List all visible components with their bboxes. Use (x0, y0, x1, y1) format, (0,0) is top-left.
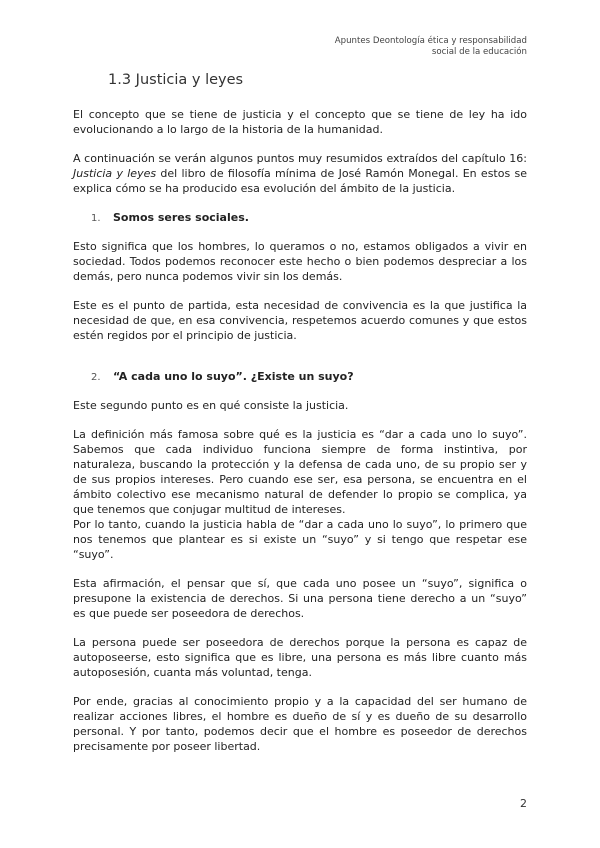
section-heading-text-1: Somos seres sociales. (113, 211, 249, 224)
intro-paragraph-2 (73, 151, 527, 196)
header-line-2: social de la educación (431, 47, 527, 57)
section-heading-1 (73, 210, 527, 226)
header-line-1: Apuntes Deontología ética y responsabilidad (334, 36, 527, 46)
section-spacer (73, 357, 527, 369)
page-header (227, 36, 527, 58)
section-heading-text-2: “A cada uno lo suyo”. ¿Existe un suyo? (113, 370, 354, 383)
section-1-paragraph-1: Esto significa que los hombres, lo queramos o no, estamos obligados a vivir en sociedad. Todos podemos reconocer este hecho o bien podemos despreciar a los demás, pero nunca podemos vivir sin los demás. (73, 240, 527, 283)
intro-text-before: A continuación se verán algunos puntos muy resumidos extraídos del capítulo 16: (73, 152, 527, 165)
section-2-paragraph-1: Este segundo punto es en qué consiste la justicia. (73, 399, 349, 412)
intro-text-after: del libro de filosofía mínima de José Ramón Monegal. En estos se explica cómo se ha producido esa evolución del ámbito de la justicia. (73, 167, 527, 195)
section-heading-2 (73, 369, 527, 385)
page-number: 2 (520, 797, 527, 810)
section-2-paragraph-2: La definición más famosa sobre qué es la justicia es “dar a cada uno lo suyo”. Sabemos que cada individuo funciona siempre de forma instintiva, por naturaleza, buscando la protección y la defensa de cada uno, de su propio ser y de sus propios intereses. Pero cuando ese ser, esa persona, se encuentra en el ámbito colectivo ese mecanismo natural de defender lo propio se complica, ya que tenemos que conjugar multitud de intereses. (73, 428, 527, 516)
section-title: 1.3 Justicia y leyes (108, 72, 244, 88)
document-body (73, 107, 527, 768)
section-2-paragraph-3: Por lo tanto, cuando la justicia habla de “dar a cada uno lo suyo”, lo primero que nos tenemos que plantear es si existe un “suyo” y si tengo que respetar ese “suyo”. (73, 518, 527, 561)
section-2-paragraph-5: La persona puede ser poseedora de derechos porque la persona es capaz de autoposeerse, esto significa que es libre, una persona es más libre cuanto más autoposesión, cuanta más voluntad, tenga. (73, 636, 527, 679)
section-1-paragraph-2: Este es el punto de partida, esta necesidad de convivencia es la que justifica la necesidad de que, en esa convivencia, respetemos acuerdo comunes y que estos estén regidos por el principio de justicia. (73, 299, 527, 342)
section-number-1: 1. (91, 213, 101, 224)
section-2-paragraph-4: Esta afirmación, el pensar que sí, que cada uno posee un “suyo”, significa o presupone la existencia de derechos. Si una persona tiene derecho a un “suyo” es que puede ser poseedora de derechos. (73, 577, 527, 620)
section-2-paragraph-6: Por ende, gracias al conocimiento propio y a la capacidad del ser humano de realizar acciones libres, el hombre es dueño de sí y es dueño de su desarrollo personal. Y por tanto, podemos decir que el hombre es poseedor de derechos precisamente por poseer libertad. (73, 695, 527, 753)
section-number-2: 2. (91, 372, 101, 383)
book-chapter-title: Justicia y leyes (73, 167, 157, 180)
intro-paragraph-1: El concepto que se tiene de justicia y el concepto que se tiene de ley ha ido evolucionando a lo largo de la historia de la humanidad. (73, 108, 527, 136)
